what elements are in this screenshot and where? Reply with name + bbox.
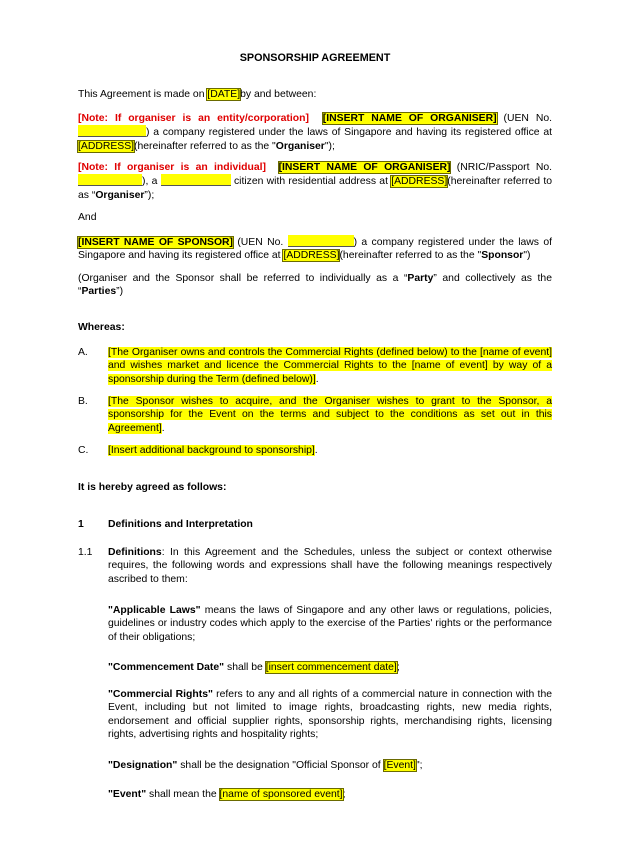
uen-label: (UEN No. [496,113,552,124]
def-term: "Event" [108,789,147,800]
def-applicable-laws [108,604,552,644]
intro-paragraph [78,88,552,101]
date-placeholder: [DATE] [207,89,241,100]
def-designation [108,759,552,772]
address-placeholder: [ADDRESS] [391,176,448,188]
corporation-note: [Note: If organiser is an entity/corporation] [78,113,309,124]
a-text: ), a [142,176,161,188]
recital-end: . [314,445,318,456]
intro-text: This Agreement is made on [78,89,208,100]
recital-letter: B. [78,396,88,407]
defined-term-organiser: Organiser [95,189,145,201]
hereinafter-text: (hereinafter referred to as “ [78,176,552,201]
parties-text: ” and collectively as the “ [78,273,552,298]
sponsor-paragraph [78,235,552,263]
def-text: refers to any and all rights of a commercial nature in connection with the Event, including but not limited to image rights, broadcasting rights, new media rights, endorsement and official supplier rights, sponsorship rights, merchandising rights, licensing rights, advertising rights and hospitality rights; [108,689,552,741]
clause-number: 1.1 [78,547,93,558]
recital-b-text: [The Sponsor wishes to acquire, and the Organiser wishes to grant to the Sponsor, a sponsorship for the Event on the terms and subject to the conditions as set out in this Agreement] [108,396,552,434]
nric-label: (NRIC/Passport No. [450,162,552,173]
defined-term-party: Party [407,273,434,284]
sponsor-name-placeholder: [INSERT NAME OF SPONSOR] [78,237,234,248]
defined-term-parties: Parties [81,286,117,298]
def-text: shall be the designation "Official Sponsor of [177,760,384,771]
def-text-end: ; [342,789,346,800]
clause-label: Definitions [108,547,162,558]
def-text: shall mean the [146,789,220,800]
recital-c-text: [Insert additional background to sponsorship] [108,445,315,456]
closing-text: ") [523,250,531,262]
recital-letter: A. [78,347,88,358]
def-term: "Commencement Date" [108,662,225,673]
def-term: "Applicable Laws" [108,605,201,616]
individual-note: [Note: If organiser is an individual] [78,162,266,173]
whereas-heading: Whereas: [78,322,125,333]
commencement-placeholder: [insert commencement date] [265,662,397,673]
def-text: shall be [224,662,266,673]
def-term: "Commercial Rights" [108,689,213,700]
recital-a-text: [The Organiser owns and controls the Commercial Rights (defined below) to the [name of event] and wishes market and licence the Commercial Rights to the [name of event] by way of a sponsorship during the Term (defined below)] [108,347,552,385]
nric-blank [78,174,142,186]
def-text: means the laws of Singapore and any other laws or regulations, policies, guidelines or industry codes which apply to the exercise of the Parties' rights or the performance of their obligations; [108,605,552,643]
clause-text: : In this Agreement and the Schedules, unless the subject or context otherwise requires, the following words and expressions shall have the following meanings respectively ascribed to them: [108,547,552,585]
document-title: SPONSORSHIP AGREEMENT [239,52,391,64]
organiser-corporation-paragraph [78,112,552,153]
event-name-placeholder: [name of sponsored event] [219,789,343,800]
parties-text: (Organiser and the Sponsor shall be referred to individually as a “ [78,273,408,284]
clause-1-1 [108,546,552,586]
defined-term-sponsor: Sponsor [481,250,524,262]
section-number: 1 [78,519,84,530]
uen-label: (UEN No. [233,237,288,248]
closing-text: "); [324,140,335,152]
organiser-individual-paragraph [78,161,552,202]
company-text: ) a company registered under the laws of Singapore and having its registered office at [146,127,552,139]
hereinafter-text: (hereinafter referred to as the " [339,250,482,262]
closing-text: ”); [144,189,155,201]
citizenship-blank [161,174,231,186]
company-text: ) a company registered under the laws of Singapore and having its registered office at [78,237,552,262]
citizen-text: citizen with residential address at [230,176,392,188]
agreed-heading: It is hereby agreed as follows: [78,482,227,493]
def-event [108,788,552,801]
recital-letter: C. [78,445,89,456]
organiser-name-placeholder: [INSERT NAME OF ORGANISER] [278,162,451,173]
event-placeholder: [Event] [383,760,416,771]
address-placeholder: [ADDRESS] [78,140,135,152]
parties-paragraph [78,272,552,299]
hereinafter-text: (hereinafter referred to as the " [134,140,276,152]
def-text-end: "; [415,760,423,771]
recital-a [108,346,552,386]
def-commencement-date [108,661,552,674]
uen-blank [78,125,146,137]
address-placeholder: [ADDRESS] [283,250,340,262]
def-commercial-rights [108,688,552,742]
def-term: "Designation" [108,760,178,771]
recital-end: . [315,373,319,385]
def-text-end: ; [396,662,400,673]
recital-c [108,444,552,457]
defined-term-organiser: Organiser [275,140,325,152]
uen-blank [288,235,354,247]
and-label: And [78,212,97,223]
organiser-name-placeholder: [INSERT NAME OF ORGANISER] [322,113,497,124]
intro-text-end: by and between: [240,89,317,100]
parties-text: ”) [116,286,124,298]
section-heading: Definitions and Interpretation [108,519,253,530]
recital-b [108,395,552,435]
recital-end: . [161,422,165,434]
